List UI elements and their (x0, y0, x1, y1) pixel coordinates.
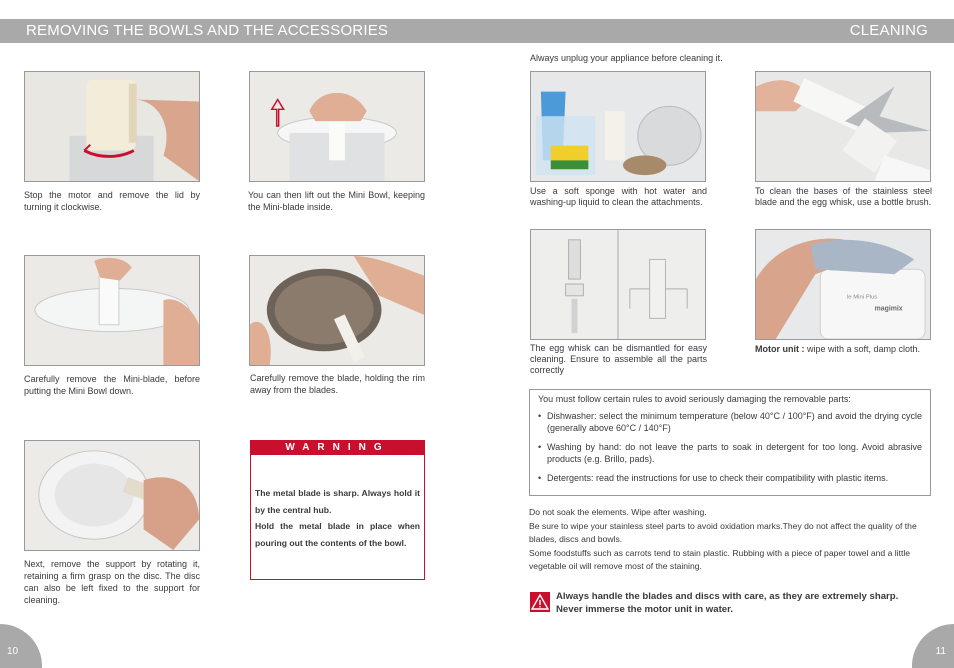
warning-triangle-icon (530, 592, 550, 612)
rule-detergents: • Detergents: read the instructions for use to check their compatibility with plastic items. (538, 472, 922, 484)
photo-lift-mini-bowl (249, 71, 425, 182)
note-soak: Do not soak the elements. Wipe after washing. (529, 507, 707, 517)
cleaning-notes (529, 506, 932, 574)
rules-intro: You must follow certain rules to avoid seriously damaging the removable parts: (538, 394, 851, 404)
cleaning-rules-box (529, 389, 931, 496)
photo-sponge-cleaning (530, 71, 706, 182)
final-warning-text (556, 590, 898, 616)
photo-remove-support (24, 440, 200, 551)
warning-box (250, 440, 425, 580)
caption-remove-mini-blade: Carefully remove the Mini-blade, before putting the Mini Bowl down. (24, 374, 200, 396)
motor-model-label: le Mini Plus (846, 294, 878, 301)
photo-remove-mini-blade (24, 255, 200, 366)
warning-title: WARNING (251, 441, 424, 455)
motor-unit-text: wipe with a soft, damp cloth. (804, 344, 921, 354)
final-warning-line-2: Never immerse the motor unit in water. (556, 604, 734, 615)
caption-lift-mini-bowl: You can then lift out the Mini Bowl, keeping the Mini-blade inside. (248, 190, 425, 212)
photo-remove-blade (249, 255, 425, 366)
unplug-note: Always unplug your appliance before cleaning it. (530, 53, 723, 63)
page-number-left: 10 (0, 624, 42, 668)
rules-list (538, 410, 922, 484)
caption-egg-whisk: The egg whisk can be dismantled for easy cleaning. Ensure to assemble all the parts correctly (530, 343, 707, 375)
page-number-right: 11 (912, 624, 954, 668)
warning-text (251, 455, 424, 551)
photo-motor-unit (755, 229, 931, 340)
caption-remove-support: Next, remove the support by rotating it, retaining a firm grasp on the disc. The disc can also be left fixed to the support for cleaning. (24, 559, 200, 605)
motor-unit-label: Motor unit : (755, 344, 805, 354)
note-staining: Some foodstuffs such as carrots tend to stain plastic. Rubbing with a piece of paper towel and a little vegetable oil will remove most of the staining. (529, 547, 911, 571)
photo-remove-lid (24, 71, 200, 182)
final-warning (530, 590, 932, 616)
caption-sponge: Use a soft sponge with hot water and washing-up liquid to clean the attachments. (530, 186, 707, 207)
caption-remove-blade: Carefully remove the blade, holding the rim away from the blades. (250, 373, 425, 395)
rule-washing-by-hand: • Washing by hand: do not leave the parts to soak in detergent for too long. Avoid abrasive products (e.g. Brillo, pads). (538, 441, 922, 465)
section-title-cleaning: CLEANING (477, 19, 954, 43)
motor-brand-logo: magimix (874, 305, 903, 313)
section-title-removing: REMOVING THE BOWLS AND THE ACCESSORIES (0, 19, 477, 43)
photo-bottle-brush (755, 71, 931, 182)
warning-line-2: Hold the metal blade in place when pouring out the contents of the bowl. (255, 521, 420, 548)
caption-remove-lid: Stop the motor and remove the lid by turning it clockwise. (24, 190, 200, 212)
note-stainless: Be sure to wipe your stainless steel parts to avoid oxidation marks.They do not affect the quality of the blades, discs and bowls. (529, 520, 917, 544)
top-margin (0, 0, 954, 19)
caption-motor-unit (755, 343, 931, 356)
rule-dishwasher: • Dishwasher: select the minimum temperature (below 40°C / 100°F) and avoid the drying cycle (generally above 60°C / 140°F) (538, 410, 922, 434)
photo-egg-whisk (530, 229, 706, 340)
warning-line-1: The metal blade is sharp. Always hold it by the central hub. (255, 488, 420, 515)
caption-bottle-brush: To clean the bases of the stainless steel blade and the egg whisk, use a bottle brush. (755, 186, 932, 207)
final-warning-line-1: Always handle the blades and discs with care, as they are extremely sharp. (556, 591, 899, 602)
